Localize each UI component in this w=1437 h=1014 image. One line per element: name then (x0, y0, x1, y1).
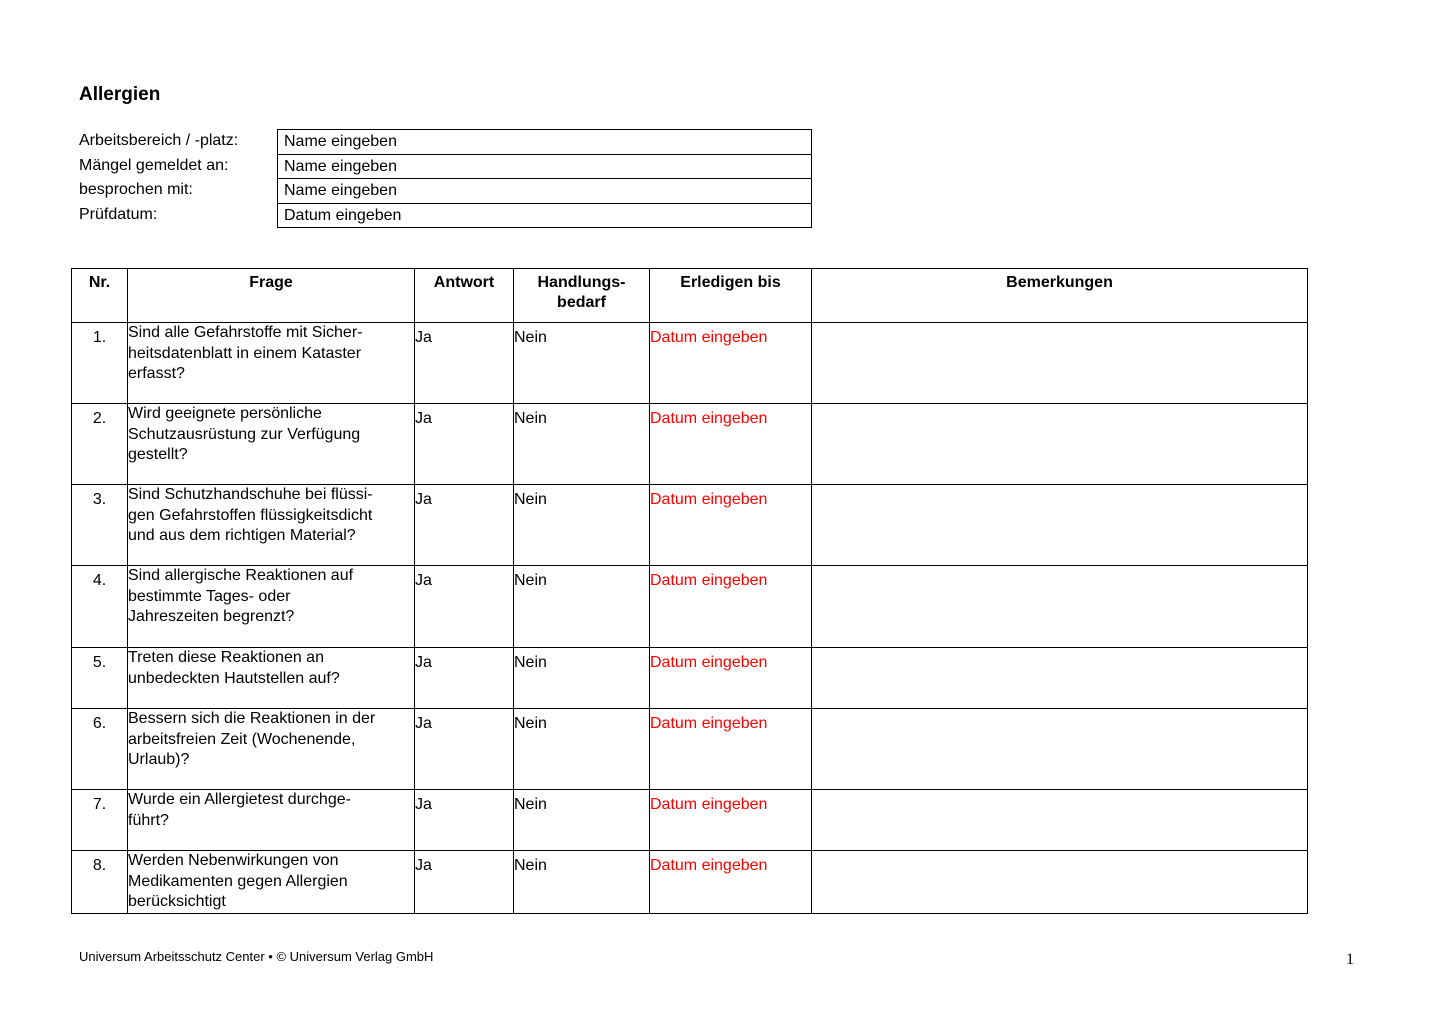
question-line: Werden Nebenwirkungen von (128, 852, 339, 869)
table-row (72, 851, 1308, 914)
question-line: Jahreszeiten begrenzt? (128, 608, 295, 625)
meta-label: besprochen mit: (79, 181, 193, 198)
header-frage: Frage (128, 269, 415, 323)
answer-ja-option[interactable]: Ja (415, 648, 514, 709)
answer-ja-option[interactable]: Ja (415, 851, 514, 914)
due-date-field[interactable]: Datum eingeben (650, 566, 812, 648)
remarks-field[interactable] (812, 648, 1308, 709)
question-number: 8. (72, 851, 128, 914)
header-handlungsbedarf-line1: Handlungs- (537, 274, 626, 291)
answer-ja-option[interactable]: Ja (415, 709, 514, 790)
table-row (72, 566, 1308, 648)
remarks-field[interactable] (812, 323, 1308, 404)
meta-fields (277, 129, 812, 228)
question-line: berücksichtigt (128, 893, 226, 910)
pruefdatum-field[interactable]: Datum eingeben (284, 206, 402, 224)
question-line: Bessern sich die Reaktionen in der (128, 710, 376, 727)
due-date-field[interactable]: Datum eingeben (650, 648, 812, 709)
question-line: führt? (128, 811, 169, 829)
question-text (128, 323, 415, 404)
question-line: Wurde ein Allergietest durchge- (128, 791, 351, 808)
answer-nein-option[interactable]: Nein (514, 648, 650, 709)
table-row (72, 790, 1308, 851)
answer-nein-option[interactable]: Nein (514, 323, 650, 404)
header-handlungsbedarf (514, 269, 650, 323)
table-row (72, 323, 1308, 404)
question-number: 6. (72, 709, 128, 790)
table-header-row (72, 269, 1308, 323)
question-line: Sind allergische Reaktionen auf (128, 567, 354, 584)
header-handlungsbedarf-line2: bedarf (557, 294, 606, 311)
header-bemerkungen: Bemerkungen (812, 269, 1308, 323)
meta-labels (79, 129, 238, 227)
question-text (128, 790, 415, 851)
question-line: heitsdatenblatt in einem Kataster (128, 344, 362, 362)
due-date-field[interactable]: Datum eingeben (650, 709, 812, 790)
question-line: Sind Schutzhandschuhe bei flüssi- (128, 486, 373, 503)
question-number: 7. (72, 790, 128, 851)
table-row (72, 404, 1308, 485)
due-date-field[interactable]: Datum eingeben (650, 790, 812, 851)
page-title: Allergien (79, 84, 161, 105)
header-nr: Nr. (72, 269, 128, 323)
question-line: gestellt? (128, 446, 188, 463)
due-date-field[interactable]: Datum eingeben (650, 851, 812, 914)
question-number: 5. (72, 648, 128, 709)
answer-nein-option[interactable]: Nein (514, 566, 650, 648)
question-line: Wird geeignete persönliche (128, 405, 322, 422)
answer-ja-option[interactable]: Ja (415, 323, 514, 404)
question-text (128, 851, 415, 914)
answer-ja-option[interactable]: Ja (415, 485, 514, 566)
question-line: Schutzausrüstung zur Verfügung (128, 425, 361, 443)
due-date-field[interactable]: Datum eingeben (650, 323, 812, 404)
checklist-table (71, 268, 1308, 914)
maengel-gemeldet-field[interactable]: Name eingeben (278, 155, 811, 180)
question-text (128, 648, 415, 709)
remarks-field[interactable] (812, 851, 1308, 914)
answer-ja-option[interactable]: Ja (415, 790, 514, 851)
table-row (72, 485, 1308, 566)
footer-text: Universum Arbeitsschutz Center • © Universum Verlag GmbH (79, 949, 434, 964)
answer-nein-option[interactable]: Nein (514, 790, 650, 851)
remarks-field[interactable] (812, 404, 1308, 485)
header-erledigen-bis: Erledigen bis (650, 269, 812, 323)
remarks-field[interactable] (812, 790, 1308, 851)
question-text (128, 404, 415, 485)
table-body (72, 323, 1308, 914)
besprochen-mit-field[interactable]: Name eingeben (278, 179, 811, 204)
question-line: unbedeckten Hautstellen auf? (128, 669, 340, 687)
due-date-field[interactable]: Datum eingeben (650, 485, 812, 566)
question-text (128, 566, 415, 648)
answer-nein-option[interactable]: Nein (514, 851, 650, 914)
question-number: 2. (72, 404, 128, 485)
question-number: 4. (72, 566, 128, 648)
due-date-field[interactable]: Datum eingeben (650, 404, 812, 485)
answer-ja-option[interactable]: Ja (415, 566, 514, 648)
question-line: arbeitsfreien Zeit (Wochenende, (128, 730, 356, 748)
arbeitsbereich-field[interactable]: Name eingeben (278, 130, 811, 155)
question-line: Sind alle Gefahrstoffe mit Sicher- (128, 324, 363, 341)
page-number: 1 (1346, 951, 1354, 968)
table-row (72, 709, 1308, 790)
remarks-field[interactable] (812, 566, 1308, 648)
question-text (128, 485, 415, 566)
question-line: erfasst? (128, 365, 185, 382)
question-number: 3. (72, 485, 128, 566)
answer-ja-option[interactable]: Ja (415, 404, 514, 485)
question-line: Medikamenten gegen Allergien (128, 872, 348, 890)
answer-nein-option[interactable]: Nein (514, 485, 650, 566)
remarks-field[interactable] (812, 709, 1308, 790)
meta-label: Arbeitsbereich / -platz: (79, 132, 239, 149)
meta-label: Mängel gemeldet an: (79, 156, 229, 174)
remarks-field[interactable] (812, 485, 1308, 566)
answer-nein-option[interactable]: Nein (514, 709, 650, 790)
question-line: gen Gefahrstoffen flüssigkeitsdicht (128, 506, 373, 524)
question-line: und aus dem richtigen Material? (128, 527, 356, 544)
question-line: Treten diese Reaktionen an (128, 649, 324, 666)
answer-nein-option[interactable]: Nein (514, 404, 650, 485)
meta-label: Prüfdatum: (79, 205, 158, 223)
question-number: 1. (72, 323, 128, 404)
question-line: bestimmte Tages- oder (128, 587, 291, 605)
question-line: Urlaub)? (128, 751, 190, 768)
question-text (128, 709, 415, 790)
table-row (72, 648, 1308, 709)
header-antwort: Antwort (415, 269, 514, 323)
